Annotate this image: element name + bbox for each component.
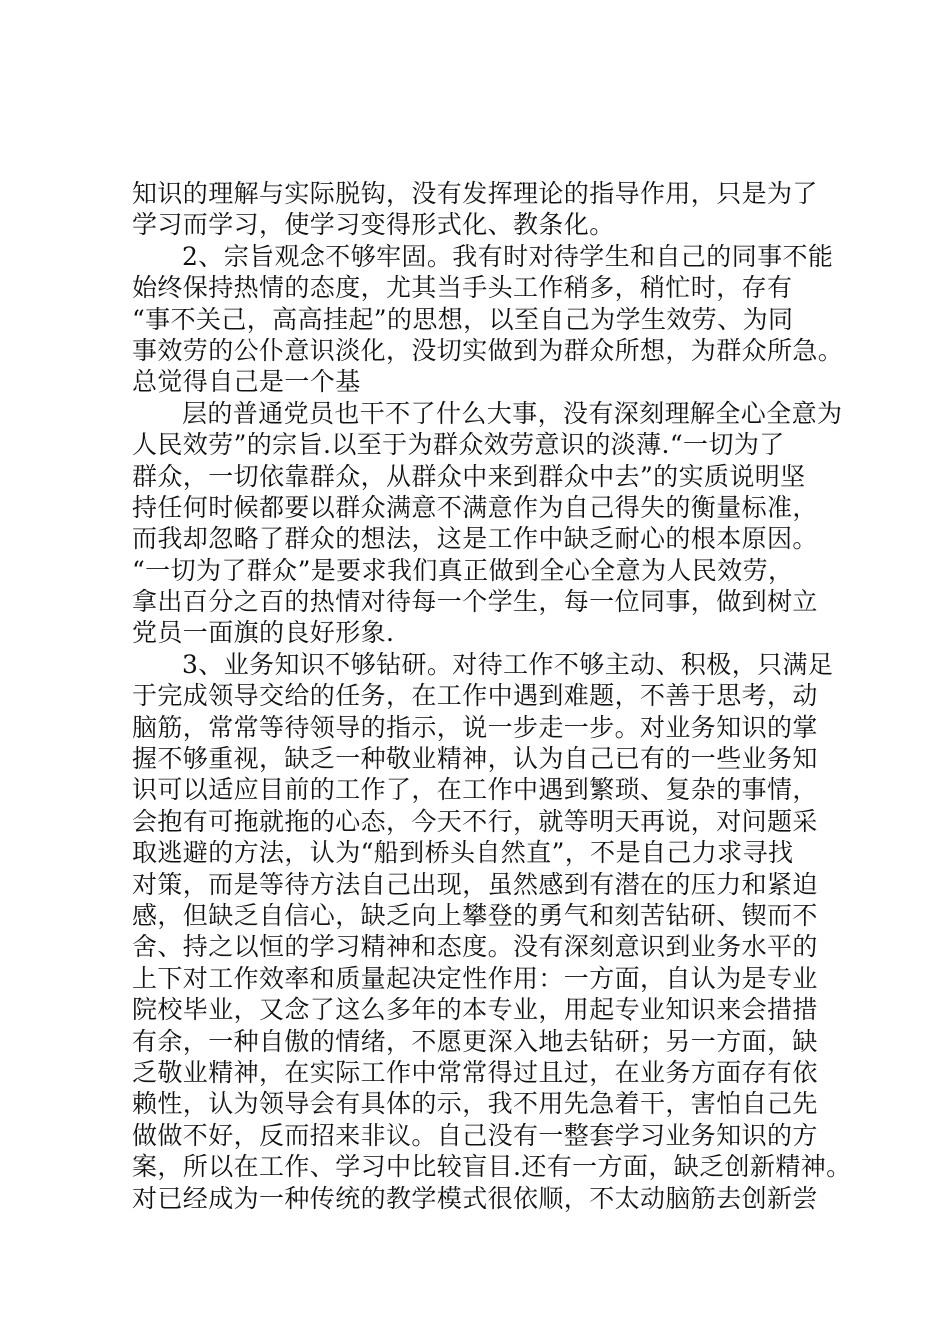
text-line: 赖性，认为领导会有具体的示，我不用先急着干，害怕自己先 xyxy=(132,1089,818,1119)
text-line: 总觉得自己是一个基 xyxy=(132,367,361,397)
text-line: 案，所以在工作、学习中比较盲目.还有一方面，缺乏创新精神。 xyxy=(132,1152,852,1182)
text-line: 党员一面旗的良好形象. xyxy=(132,618,395,648)
text-line: 上下对工作效率和质量起决定性作用：一方面，自认为是专业 xyxy=(132,963,818,993)
text-line: 2、宗旨观念不够牢固。我有时对待学生和自己的同事不能 xyxy=(182,241,834,271)
text-line: 对已经成为一种传统的教学模式很依顺，不太动脑筋去创新尝 xyxy=(132,1183,818,1213)
text-line: 始终保持热情的态度，尤其当手头工作稍多，稍忙时，存有 xyxy=(132,273,793,303)
text-line: 握不够重视，缺乏一种敬业精神，认为自己已有的一些业务知 xyxy=(132,744,818,774)
text-line: 取逃避的方法，认为“船到桥头自然直”，不是自己力求寻找 xyxy=(132,838,794,868)
text-line: 学习而学习，使学习变得形式化、教条化。 xyxy=(132,210,615,240)
text-line: 事效劳的公仆意识淡化，没切实做到为群众所想，为群众所急。 xyxy=(132,335,844,365)
text-line: 会抱有可拖就拖的心态，今天不行，就等明天再说，对问题采 xyxy=(132,806,818,836)
text-line: 脑筋，常常等待领导的指示，说一步走一步。对业务知识的掌 xyxy=(132,712,818,742)
document-body-text xyxy=(132,178,852,1214)
text-line: 乏敬业精神，在实际工作中常常得过且过，在业务方面存有依 xyxy=(132,1057,818,1087)
text-line: 院校毕业，又念了这么多年的本专业，用起专业知识来会措措 xyxy=(132,995,818,1025)
text-line: 于完成领导交给的任务，在工作中遇到难题，不善于思考，动 xyxy=(132,681,818,711)
text-line: 拿出百分之百的热情对待每一个学生，每一位同事，做到树立 xyxy=(132,587,818,617)
text-line: 而我却忽略了群众的想法，这是工作中缺乏耐心的根本原因。 xyxy=(132,524,818,554)
text-line: “事不关己，高高挂起”的思想，以至自己为学生效劳、为同 xyxy=(132,304,794,334)
text-line: 对策，而是等待方法自己出现，虽然感到有潜在的压力和紧迫 xyxy=(132,869,818,899)
text-line: 层的普通党员也干不了什么大事，没有深刻理解全心全意为 xyxy=(182,398,843,428)
text-line: “一切为了群众”是要求我们真正做到全心全意为人民效劳， xyxy=(132,555,794,585)
text-line: 持任何时候都要以群众满意不满意作为自己得失的衡量标准， xyxy=(132,492,818,522)
text-line: 识可以适应目前的工作了，在工作中遇到繁琐、复杂的事情， xyxy=(132,775,818,805)
text-line: 人民效劳”的宗旨.以至于为群众效劳意识的淡薄.“一切为了 xyxy=(132,430,785,460)
text-line: 舍、持之以恒的学习精神和态度。没有深刻意识到业务水平的 xyxy=(132,932,818,962)
text-line: 群众，一切依靠群众，从群众中来到群众中去”的实质说明坚 xyxy=(132,461,806,491)
text-line: 知识的理解与实际脱钩，没有发挥理论的指导作用，只是为了 xyxy=(132,179,818,208)
text-line: 3、业务知识不够钻研。对待工作不够主动、积极，只满足 xyxy=(182,649,834,679)
text-line: 做做不好，反而招来非议。自己没有一整套学习业务知识的方 xyxy=(132,1120,818,1150)
text-line: 有余，一种自傲的情绪，不愿更深入地去钻研；另一方面，缺 xyxy=(132,1026,818,1056)
text-line: 感，但缺乏自信心，缺乏向上攀登的勇气和刻苦钻研、锲而不 xyxy=(132,900,818,930)
